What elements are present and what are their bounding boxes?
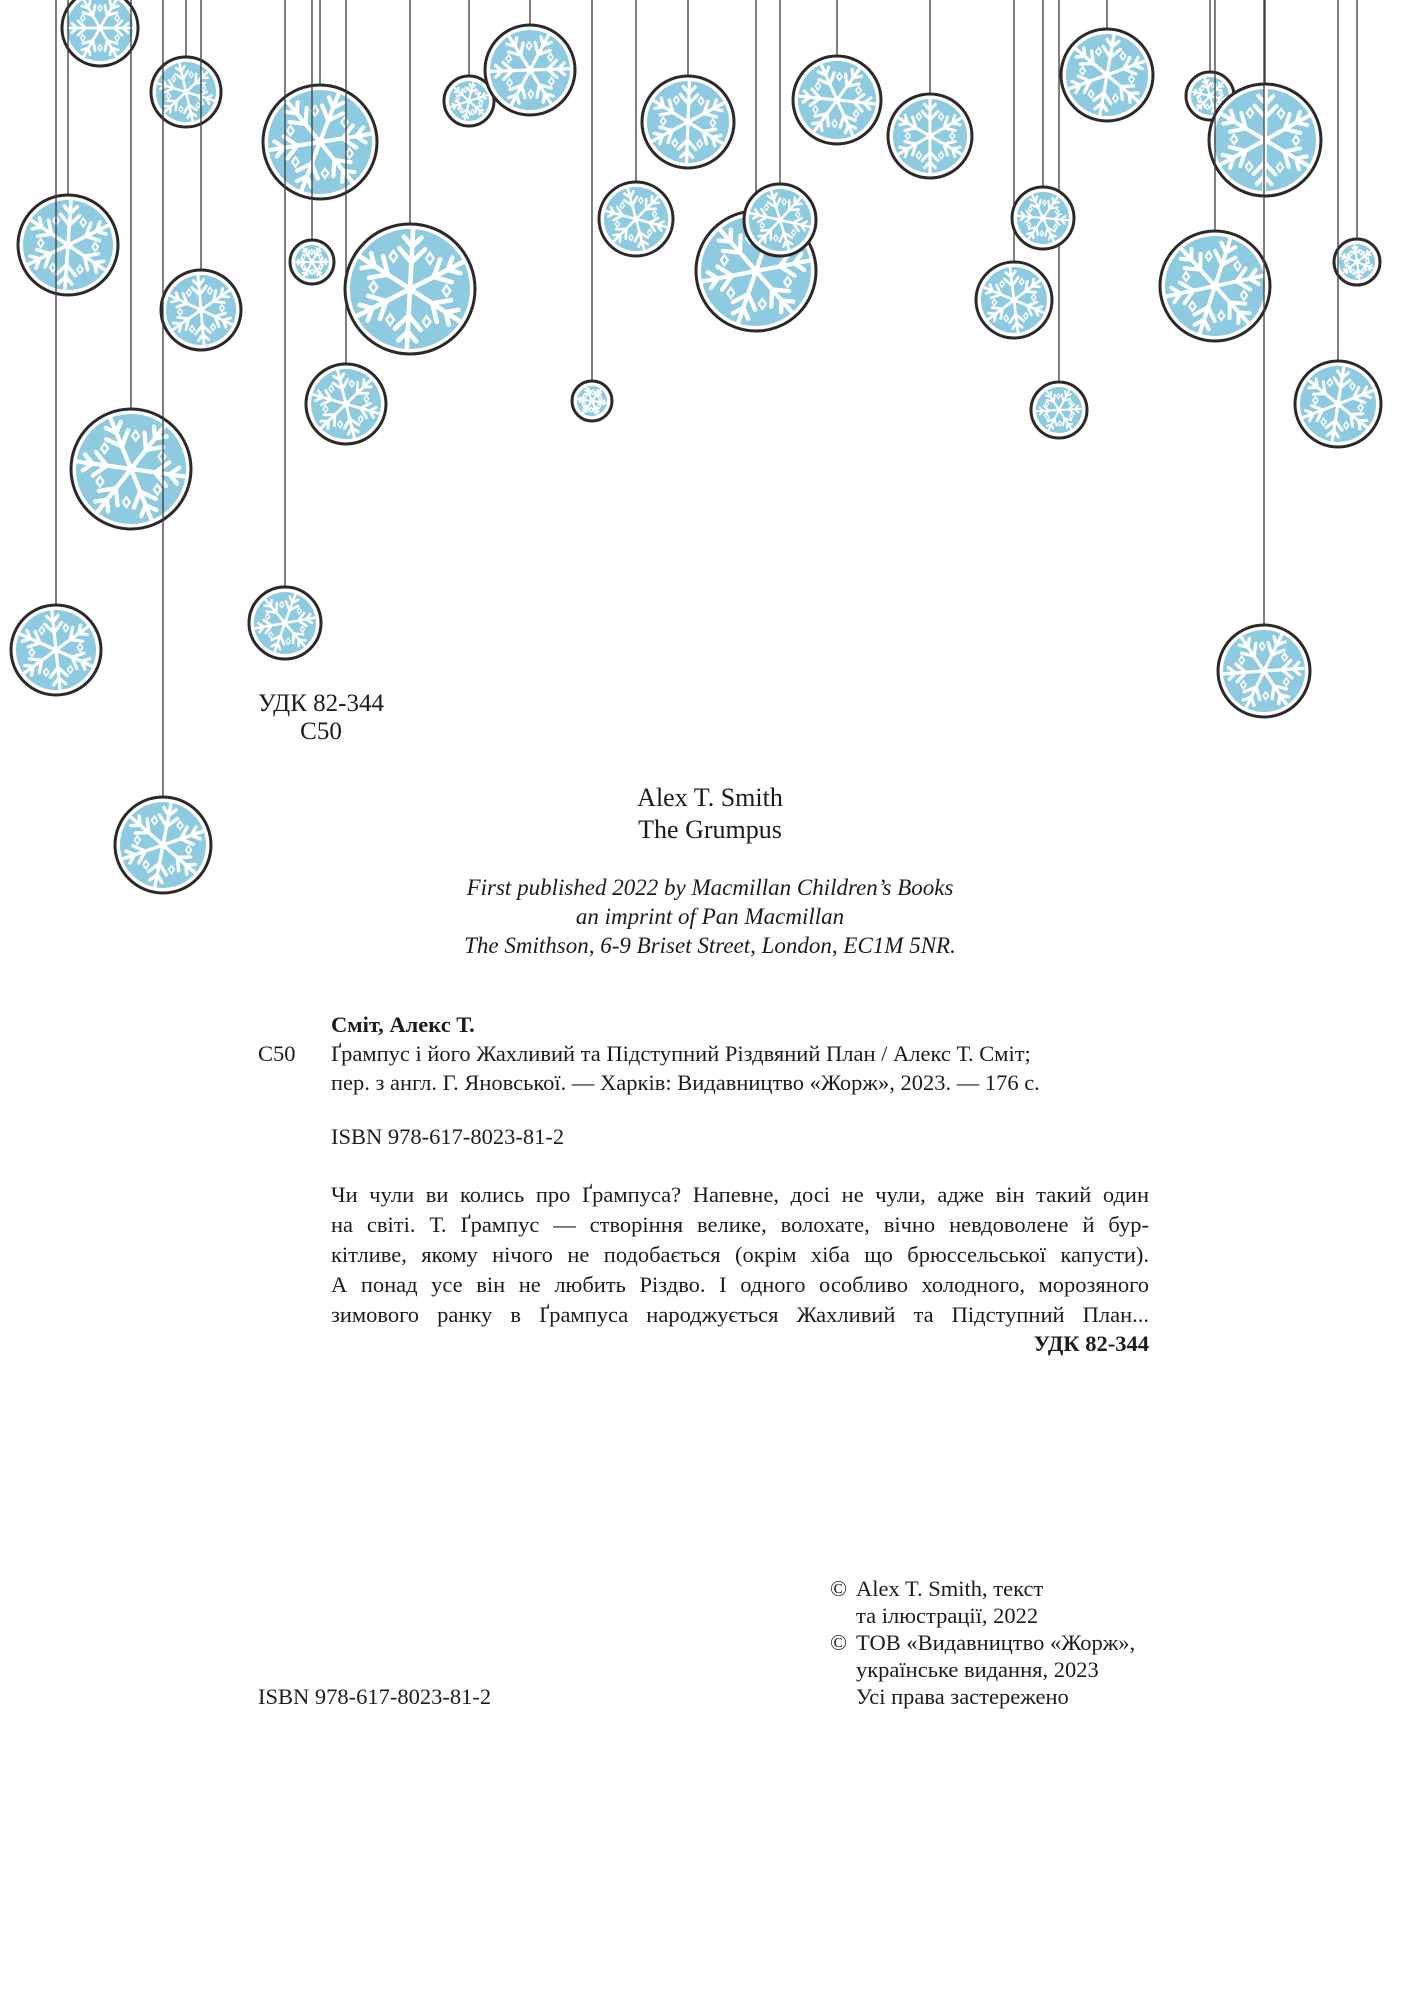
hanging-snowflake-ornaments-illustration xyxy=(0,0,1417,900)
copyright-symbol: © xyxy=(830,1630,848,1655)
udk-code: УДК 82-344 xyxy=(258,690,384,717)
copyright-block xyxy=(830,1575,1135,1710)
snowflake-ornament xyxy=(62,0,138,66)
catalog-title-line: Ґрампус і його Жахливий та Підступний Різдвяний План / Алекс Т. Сміт; xyxy=(331,1041,1031,1066)
copyright-line: ТОВ «Видавництво «Жорж», xyxy=(856,1630,1136,1655)
catalog-code: С50 xyxy=(258,1041,296,1066)
snowflake-ornament xyxy=(888,0,972,178)
snowflake-ornament xyxy=(976,0,1052,338)
publication-line: First published 2022 by Macmillan Children’s Books xyxy=(466,875,954,900)
snowflake-ornament xyxy=(1334,0,1380,285)
snowflake-ornament xyxy=(642,0,734,168)
udk-classification xyxy=(258,690,384,746)
snowflake-ornament xyxy=(161,0,241,350)
catalog-isbn: ISBN 978-617-8023-81-2 xyxy=(331,1124,565,1149)
snowflake-ornament xyxy=(485,0,575,115)
catalog-author: Сміт, Алекс Т. xyxy=(331,1012,475,1037)
snowflake-ornament xyxy=(263,0,377,199)
annotation-line: зимового ранку в Ґрампуса народжується Жахливий та Підступний План... xyxy=(331,1302,1149,1327)
copyright-line: та ілюстрації, 2022 xyxy=(856,1603,1039,1628)
snowflake-ornament xyxy=(11,0,101,695)
snowflake-ornament xyxy=(1061,0,1153,121)
footer-isbn: ISBN 978-617-8023-81-2 xyxy=(258,1684,492,1709)
copyright-line: українське видання, 2023 xyxy=(856,1657,1099,1682)
annotation-line: А понад усе він не любить Різдво. І одного особливо холодного, морозяного xyxy=(331,1272,1149,1297)
annotation-line: Чи чули ви колись про Ґрампуса? Напевне, досі не чули, адже він такий один xyxy=(331,1182,1149,1207)
snowflake-ornament xyxy=(696,0,816,331)
rights-reserved: Усі права застережено xyxy=(856,1684,1069,1709)
publication-line: The Smithson, 6-9 Briset Street, London, EC1M 5NR. xyxy=(464,933,956,958)
annotation-line: кітливе, якому нічого не подобається (окрім хіба що брюссельської капусти). xyxy=(331,1242,1149,1267)
catalog-record xyxy=(258,1010,1150,1097)
snowflake-ornament xyxy=(1012,0,1074,249)
annotation-line: на світі. Т. Ґрампус — створіння велике, волохате, вічно невдоволене й бур- xyxy=(331,1212,1149,1237)
publication-info xyxy=(340,873,1080,960)
author-mark-code: С50 xyxy=(300,718,342,745)
copyright-line: Alex T. Smith, текст xyxy=(856,1576,1044,1601)
snowflake-ornament xyxy=(306,0,386,444)
annotation xyxy=(331,1180,1149,1330)
snowflake-ornament xyxy=(793,0,881,144)
publication-line: an imprint of Pan Macmillan xyxy=(575,904,845,929)
copyright-symbol: © xyxy=(830,1576,848,1601)
snowflake-ornament xyxy=(151,0,221,127)
snowflake-ornament xyxy=(1209,0,1321,196)
original-author: Alex T. Smith xyxy=(637,783,783,812)
catalog-imprint-line: пер. з англ. Г. Яновської. — Харків: Видавництво «Жорж», 2023. — 176 с. xyxy=(331,1070,1040,1095)
annotation-udk: УДК 82-344 xyxy=(1033,1331,1149,1356)
original-title: The Grumpus xyxy=(638,815,782,844)
snowflake-ornament xyxy=(1295,0,1381,447)
original-edition-info xyxy=(400,782,1020,846)
